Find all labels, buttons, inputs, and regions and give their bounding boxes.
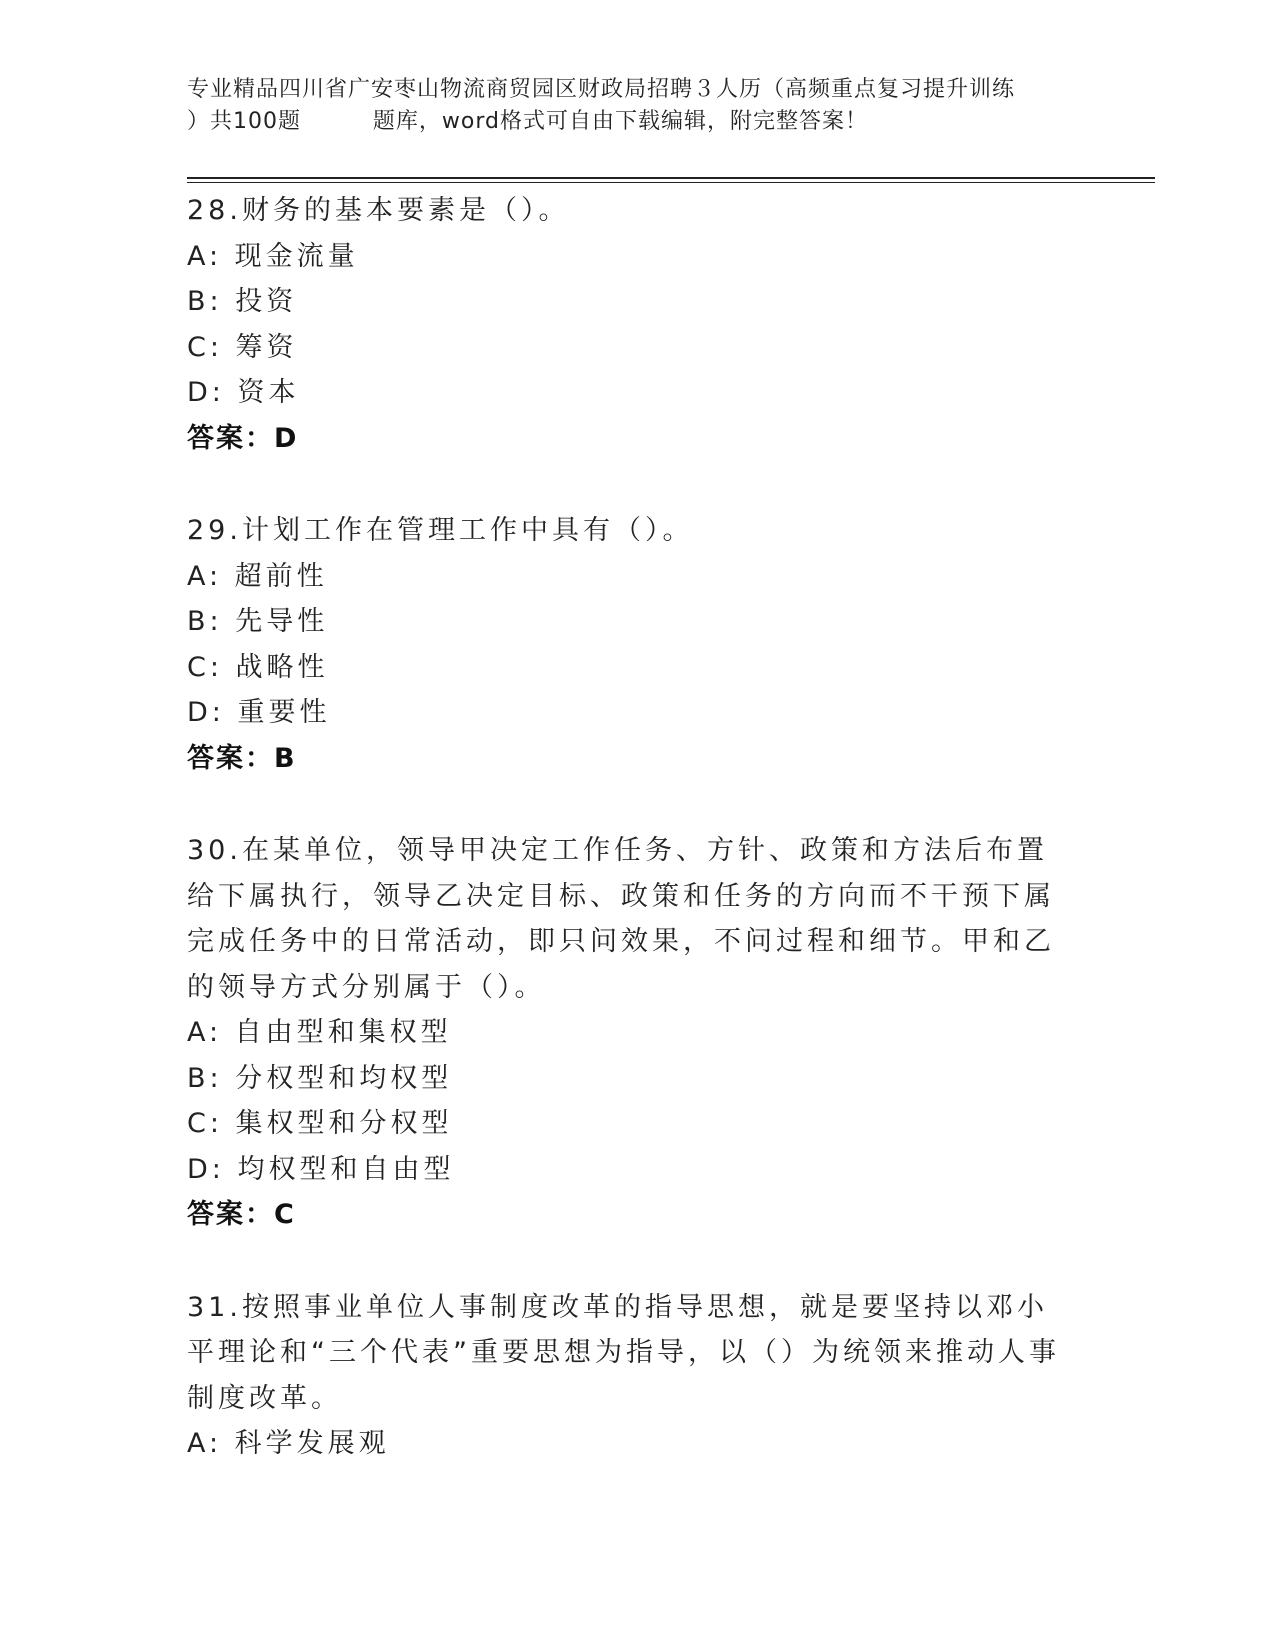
document-header — [187, 74, 1087, 138]
option-d: D: 均权型和自由型 — [187, 1153, 455, 1185]
question-29 — [187, 508, 1087, 781]
option-c: C: 战略性 — [187, 651, 329, 683]
answer-label: 答案：D — [187, 422, 299, 454]
question-spacer — [187, 461, 1087, 508]
question-28 — [187, 188, 1087, 461]
option-c: C: 集权型和分权型 — [187, 1108, 453, 1139]
option-d: D: 资本 — [187, 377, 300, 408]
option-d: D: 重要性 — [187, 697, 331, 728]
header-title-line-1: 专业精品四川省广安枣山物流商贸园区财政局招聘３人历（高频重点复习提升训练 — [187, 77, 1016, 102]
question-stem: 29.计划工作在管理工作中具有（）。 — [187, 515, 694, 546]
option-a: A: 自由型和集权型 — [187, 1017, 452, 1048]
question-spacer — [187, 1238, 1087, 1285]
option-b: B: 先导性 — [187, 606, 329, 637]
header-divider-thick — [187, 177, 1155, 179]
header-divider-thin — [187, 182, 1155, 183]
question-stem: 31.按照事业单位人事制度改革的指导思想，就是要坚持以邓小平理论和“三个代表”重要思想为指导，以（）为统领来推动人事制度改革。 — [187, 1291, 1060, 1414]
option-a: A: 科学发展观 — [187, 1428, 390, 1459]
question-list — [187, 188, 1087, 1467]
answer-label: 答案：C — [187, 1199, 296, 1230]
question-stem: 30.在某单位，领导甲决定工作任务、方针、政策和方法后布置给下属执行，领导乙决定目标、政策和任务的方向而不干预下属完成任务中的日常活动，即只问效果，不问过程和细节。甲和乙的领导方式分别属于（）。 — [187, 835, 1055, 1003]
header-title-line-2: ）共100题 题库，word格式可自由下载编辑，附完整答案！ — [187, 109, 869, 134]
option-b: B: 投资 — [187, 286, 298, 317]
option-a: A: 现金流量 — [187, 240, 359, 272]
option-c: C: 筹资 — [187, 331, 298, 363]
option-a: A: 超前性 — [187, 560, 328, 592]
question-stem: 28.财务的基本要素是（）。 — [187, 195, 570, 226]
question-30 — [187, 828, 1087, 1238]
answer-label: 答案：B — [187, 742, 297, 774]
option-b: B: 分权型和均权型 — [187, 1062, 453, 1094]
question-spacer — [187, 781, 1087, 828]
question-31 — [187, 1285, 1087, 1467]
